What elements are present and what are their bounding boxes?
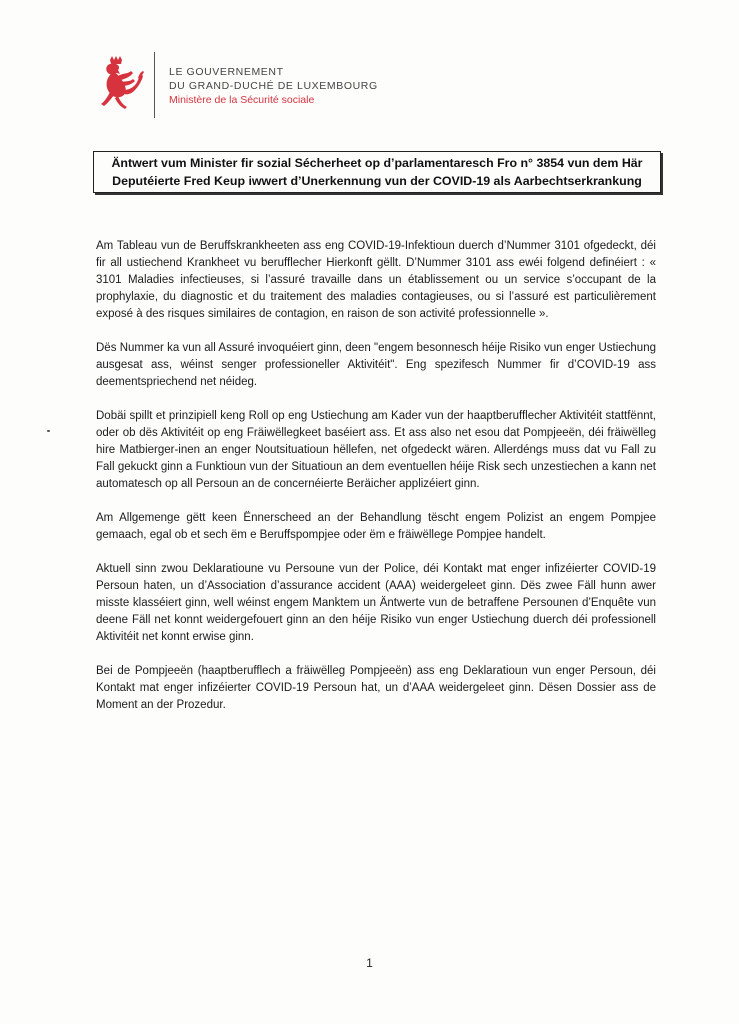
page-number: 1 [366, 956, 373, 970]
paragraph-2: Dës Nummer ka vun all Assuré invoquéiert ginn, deen "engem besonnesch héije Risiko vun enger Ustiechung ausgesat ass, wéinst senger professioneller Aktivitéit". Eng spezifesch Nummer fir d’COVID-19 ass deementspriechend net néideg. [96, 342, 656, 388]
scan-speck [47, 430, 50, 432]
title-line-1: Äntwert vum Minister fir sozial Sécherheet op d’parlamentaresch Fro n° 3854 vun dem Här [111, 156, 643, 170]
paragraph-1: Am Tableau vun de Beruffskrankheeten ass eng COVID-19-Infektioun duerch d’Nummer 3101 ofgedeckt, déi fir all ustiechend Krankheet vu berufflecher Hierkonft gëllt. D’Nummer 3101 ass ewéi folgend definéiert : « 3101 Maladies infectieuses, si l’assuré travaille dans un établissement ou un service s’occupant de la prophylaxie, du diagnostic et du traitement des maladies contagieuses, ou si l’assuré est particulièrement exposé à des risques similaires de contagion, en raison de son activité professionnelle ». [96, 240, 656, 320]
document-body [96, 238, 656, 731]
document-title-box [93, 151, 661, 193]
letterhead-divider [154, 52, 155, 118]
letterhead [96, 52, 378, 122]
paragraph-4: Am Allgemenge gëtt keen Ënnerscheed an der Behandlung tëscht engem Polizist an engem Pompjee gemaach, egal ob et sech ëm e Beruffspompjee oder ëm e fräiwëllege Pompjee handelt. [96, 512, 656, 541]
red-lion-icon [96, 56, 144, 112]
paragraph-6: Bei de Pompjeeën (haaptberufflech a fräiwëlleg Pompjeeën) ass eng Deklaratioun vun enger Persoun, déi Kontakt mat enger infizéierter COVID-19 Persoun hat, un d’AAA weidergeleet ginn. Dësen Dossier ass de Moment an der Prozedur. [96, 665, 656, 711]
paragraph-3: Dobäi spillt et prinzipiell keng Roll op eng Ustiechung am Kader vun der haaptberufflecher Aktivitéit stattfënnt, oder ob dës Aktivitéit op eng Fräiwëllegkeet baséiert ass. Et ass also net esou dat Pompjeeën, déi fräiwëlleg hire Matbierger-inen an enger Noutsituatioun hëllefen, net ofgedeckt wären. Allerdéngs muss dat vu Fall zu Fall gekuckt ginn a Funktioun vun der Situatioun an dem eventuellen héije Risk sech unzestiechen a kann net automatesch op all Persoun an de concernéierte Beräicher applizéiert ginn. [96, 410, 656, 490]
letterhead-text [169, 52, 378, 107]
government-name-line1: LE GOUVERNEMENT [169, 66, 284, 78]
government-name-line2: DU GRAND-DUCHÉ DE LUXEMBOURG [169, 80, 378, 92]
ministry-name: Ministère de la Sécurité sociale [169, 94, 315, 106]
title-line-2: Deputéierte Fred Keup iwwert d’Unerkennung vun der COVID-19 als Aarbechtserkrankung [112, 174, 642, 188]
paragraph-5: Aktuell sinn zwou Deklaratioune vu Persoune vun der Police, déi Kontakt mat enger infizéierter COVID-19 Persoun haten, un d’Association d’assurance accident (AAA) weidergeleet ginn. Dës zwee Fäll hunn awer misste klasséiert ginn, well wéinst engem Manktem un Äntwerte vun de betraffene Persounen d’Enquête vun deene Fäll net konnt weidergefouert ginn an den héije Risiko vun enger Ustiechung duerch déi professionell Aktivitéit net konnt erwise ginn. [96, 563, 656, 643]
